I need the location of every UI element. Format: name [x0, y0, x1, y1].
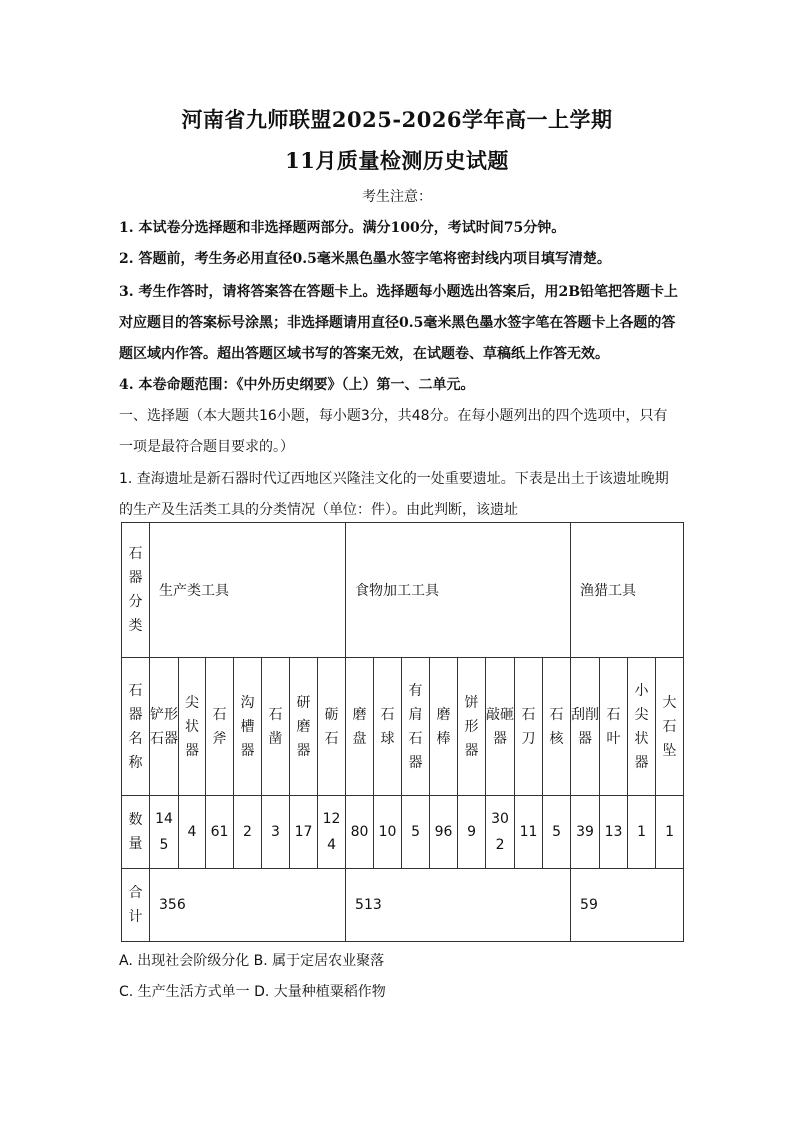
tool-name-cell: 石球: [374, 658, 402, 796]
exam-title-line1: 河南省九师联盟2025-2026学年高一上学期: [181, 107, 613, 132]
tool-name-cell: 砺石: [318, 658, 346, 796]
stone-tools-table: [121, 522, 684, 942]
tool-name-cell: 有肩石器: [402, 658, 430, 796]
quantity-cell: 61: [206, 796, 234, 869]
question-1-options-ab: A. 出现社会阶级分化 B. 属于定居农业聚落: [119, 953, 385, 969]
quantity-cell: 302: [486, 796, 515, 869]
category-food-processing-tools: 食物加工工具: [346, 523, 571, 658]
quantity-cell: 39: [571, 796, 600, 869]
quantity-cell: 145: [150, 796, 179, 869]
quantity-cell: 11: [515, 796, 543, 869]
quantity-cell: 17: [290, 796, 318, 869]
tool-name-cell: 沟槽器: [234, 658, 262, 796]
notice-item-3-cont1: 对应题目的答案标号涂黑；非选择题请用直径0.5毫米黑色墨水签字笔在答题卡上各题的答: [119, 315, 676, 331]
quantity-cell: 124: [318, 796, 346, 869]
tool-name-cell: 石核: [543, 658, 571, 796]
tool-name-cell: 石刀: [515, 658, 543, 796]
tool-name-cell: 尖状器: [179, 658, 206, 796]
question-1-stem-line2: 的生产及生活类工具的分类情况（单位：件）。由此判断，该遗址: [119, 502, 518, 518]
total-fishing-hunting-tools: 59: [571, 869, 684, 942]
notice-item-2: 2. 答题前，考生务必用直径0.5毫米黑色墨水签字笔将密封线内项目填写清楚。: [119, 251, 611, 267]
row-label-total: 合计: [122, 869, 150, 942]
notice-item-4: 4. 本卷命题范围：《中外历史纲要》（上）第一、二单元。: [119, 377, 475, 393]
tool-name-cell: 石斧: [206, 658, 234, 796]
total-food-processing-tools: 513: [346, 869, 571, 942]
quantity-cell: 10: [374, 796, 402, 869]
total-production-tools: 356: [150, 869, 346, 942]
tool-name-cell: 饼形器: [458, 658, 486, 796]
row-label-quantity: 数量: [122, 796, 150, 869]
quantity-cell: 80: [346, 796, 374, 869]
row-label-tool-name: 石器名称: [122, 658, 150, 796]
quantity-cell: 13: [600, 796, 628, 869]
tool-name-cell: 磨盘: [346, 658, 374, 796]
notice-heading: 考生注意：: [362, 189, 432, 205]
section-instruction-line1: 一、选择题（本大题共16小题，每小题3分，共48分。在每小题列出的四个选项中，只有: [119, 408, 668, 424]
quantity-cell: 1: [628, 796, 656, 869]
row-label-classification: 石器分类: [122, 523, 150, 658]
tool-name-cell: 铲形石器: [150, 658, 179, 796]
notice-item-3: 3. 考生作答时，请将答案答在答题卡上。选择题每小题选出答案后，用2B铅笔把答题卡上: [119, 284, 679, 300]
tool-name-cell: 刮削器: [571, 658, 600, 796]
category-fishing-hunting-tools: 渔猎工具: [571, 523, 684, 658]
tool-name-cell: 磨棒: [430, 658, 458, 796]
tool-name-cell: 石凿: [262, 658, 290, 796]
tool-name-cell: 石叶: [600, 658, 628, 796]
tool-name-cell: 研磨器: [290, 658, 318, 796]
quantity-cell: 96: [430, 796, 458, 869]
quantity-cell: 2: [234, 796, 262, 869]
notice-item-1: 1. 本试卷分选择题和非选择题两部分。满分100分，考试时间75分钟。: [119, 220, 566, 236]
tool-name-cell: 敲砸器: [486, 658, 515, 796]
tool-name-cell: 小尖状器: [628, 658, 656, 796]
question-1-stem-line1: 1. 查海遗址是新石器时代辽西地区兴隆洼文化的一处重要遗址。下表是出土于该遗址晚期: [119, 471, 669, 487]
question-1-options-cd: C. 生产生活方式单一 D. 大量种植粟稻作物: [119, 984, 386, 1000]
quantity-cell: 3: [262, 796, 290, 869]
section-instruction-line2: 一项是最符合题目要求的。）: [119, 439, 294, 455]
quantity-cell: 4: [179, 796, 206, 869]
exam-title-line2: 11月质量检测历史试题: [285, 148, 509, 173]
category-production-tools: 生产类工具: [150, 523, 346, 658]
quantity-cell: 9: [458, 796, 486, 869]
quantity-cell: 1: [656, 796, 684, 869]
tool-name-cell: 大石坠: [656, 658, 684, 796]
quantity-cell: 5: [543, 796, 571, 869]
quantity-cell: 5: [402, 796, 430, 869]
notice-item-3-cont2: 题区域内作答。超出答题区域书写的答案无效，在试题卷、草稿纸上作答无效。: [119, 346, 609, 362]
